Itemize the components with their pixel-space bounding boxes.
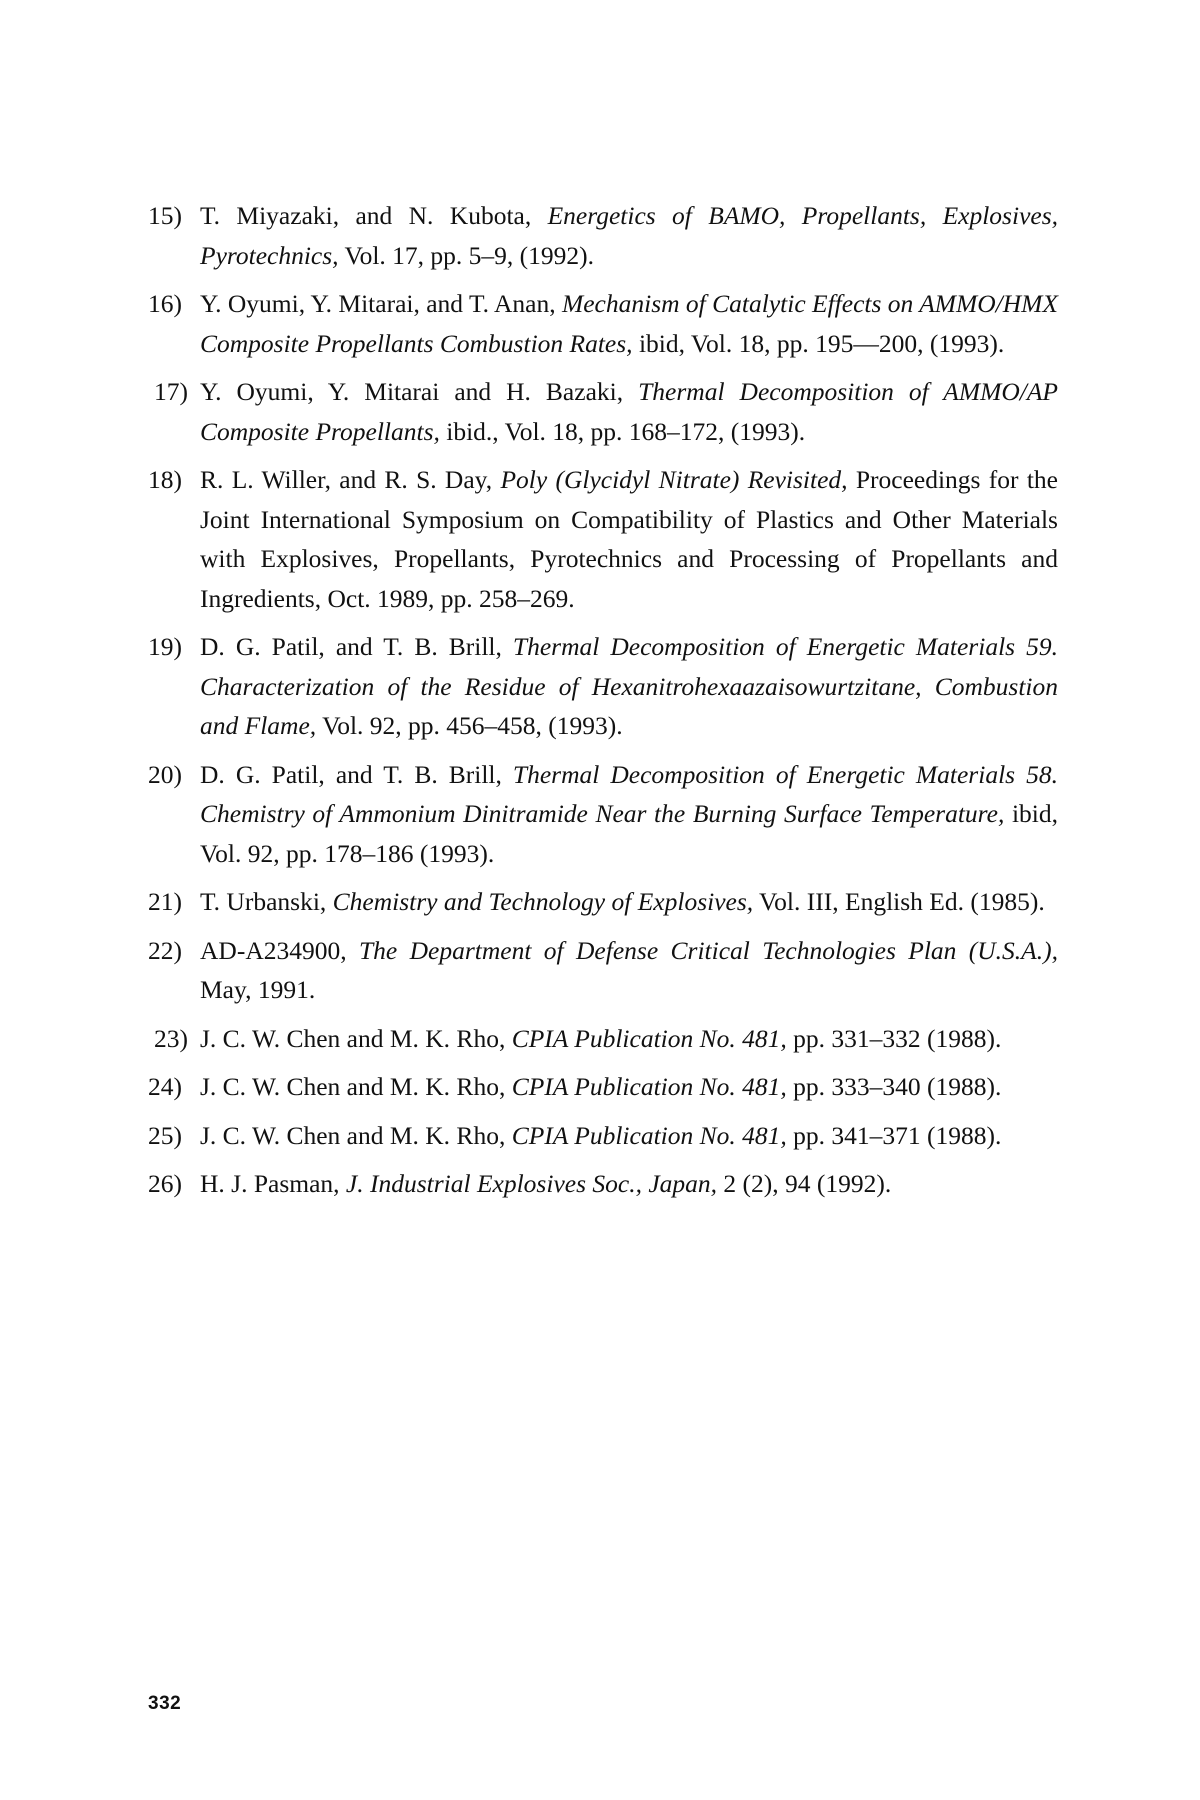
reference-text xyxy=(200,372,1058,451)
reference-number: 25) xyxy=(148,1120,182,1150)
reference-text xyxy=(200,1164,1058,1204)
reference-number: 26) xyxy=(148,1169,182,1199)
reference-text-run: J. C. W. Chen and M. K. Rho, xyxy=(200,1120,512,1150)
reference-number: 22) xyxy=(148,935,182,965)
reference-text-run: Vol. III, English Ed. (1985). xyxy=(753,887,1045,917)
reference-number: 21) xyxy=(148,887,182,917)
reference-item xyxy=(148,1067,1058,1107)
reference-text-run: pp. 341–371 (1988). xyxy=(786,1120,1002,1150)
reference-text-run: T. Miyazaki, and N. Kubota, xyxy=(200,201,548,230)
reference-text-run: Y. Oyumi, Y. Mitarai, and T. Anan, xyxy=(200,289,562,319)
reference-item xyxy=(148,1116,1058,1156)
reference-title-italic: Poly (Glycidyl Nitrate) Revisited, xyxy=(500,465,848,495)
reference-text-run: J. C. W. Chen and M. K. Rho, xyxy=(200,1072,512,1102)
reference-item xyxy=(148,882,1058,922)
reference-title-italic: Thermal Decomposition of Energetic Materials 59. Characterization of the Residue of Hexanitrohexaazaisowurtzitane, Combustion and Flame, xyxy=(200,632,1058,741)
reference-number: 19) xyxy=(148,632,182,662)
reference-text-run: D. G. Patil, and T. B. Brill, xyxy=(200,759,513,789)
reference-text xyxy=(200,1019,1058,1059)
reference-text-run: R. L. Willer, and R. S. Day, xyxy=(200,465,501,495)
reference-item xyxy=(148,284,1058,363)
reference-text xyxy=(200,1116,1058,1156)
reference-list xyxy=(148,196,1058,1213)
reference-title-italic: Mechanism of Catalytic Effects on AMMO/HMX Composite Propellants Combustion Rates, xyxy=(200,289,1059,358)
reference-title-italic: Chemistry and Technology of Explosives, xyxy=(332,887,754,917)
reference-number: 15) xyxy=(148,201,182,230)
reference-title-italic: J. Industrial Explosives Soc., Japan, xyxy=(345,1169,718,1199)
reference-title-italic: CPIA Publication No. 481, xyxy=(511,1120,787,1150)
reference-text-run: Vol. 92, pp. 456–458, (1993). xyxy=(316,711,623,741)
reference-text xyxy=(200,627,1058,746)
reference-number: 23) xyxy=(154,1023,188,1053)
reference-title-italic: CPIA Publication No. 481, xyxy=(511,1023,787,1053)
reference-text-run: ibid., Vol. 18, pp. 168–172, (1993). xyxy=(439,416,806,446)
reference-title-italic: CPIA Publication No. 481, xyxy=(511,1072,787,1102)
reference-text xyxy=(200,755,1058,874)
reference-text-run: pp. 333–340 (1988). xyxy=(786,1072,1002,1102)
reference-text xyxy=(200,931,1058,1010)
reference-number: 16) xyxy=(148,289,182,319)
reference-text xyxy=(200,284,1058,363)
reference-text-run: 2 (2), 94 (1992). xyxy=(717,1169,892,1199)
reference-number: 24) xyxy=(148,1072,182,1102)
reference-text-run: Vol. 17, pp. 5–9, (1992). xyxy=(338,240,595,270)
reference-text-run: ibid, Vol. 92, pp. 178–186 (1993). xyxy=(200,799,1058,868)
reference-number: 18) xyxy=(148,465,182,495)
reference-item xyxy=(148,627,1058,746)
reference-text-run: Proceedings for the Joint International Symposium on Compatibility of Plastics and Other Materials with Explosives, Propellants, Pyrotechnics and Processing of Propellants and Ingredients, Oct. 1989, pp. 258–269. xyxy=(200,465,1058,613)
reference-text-run: pp. 331–332 (1988). xyxy=(786,1023,1002,1053)
reference-text-run: Y. Oyumi, Y. Mitarai and H. Bazaki, xyxy=(200,377,639,407)
reference-text-run: AD-A234900, xyxy=(200,935,359,965)
reference-item xyxy=(148,1019,1058,1059)
reference-title-italic: Thermal Decomposition of AMMO/AP Composite Propellants, xyxy=(200,377,1059,446)
reference-text-run: J. C. W. Chen and M. K. Rho, xyxy=(200,1023,512,1053)
page-number: 332 xyxy=(148,1693,182,1714)
reference-text xyxy=(200,1067,1058,1107)
reference-item xyxy=(148,931,1058,1010)
reference-item xyxy=(148,755,1058,874)
reference-title-italic: Energetics of BAMO, Propellants, Explosives, Pyrotechnics, xyxy=(200,201,1058,270)
reference-text-run: D. G. Patil, and T. B. Brill, xyxy=(200,632,513,662)
reference-text xyxy=(200,882,1058,922)
reference-title-italic: Thermal Decomposition of Energetic Materials 58. Chemistry of Ammonium Dinitramide Near the Burning Surface Temperature, xyxy=(200,759,1058,829)
reference-text xyxy=(200,460,1058,618)
reference-number: 20) xyxy=(148,759,182,789)
reference-text-run: T. Urbanski, xyxy=(200,887,333,917)
reference-item xyxy=(148,460,1058,618)
reference-item xyxy=(148,196,1058,275)
reference-text-run: H. J. Pasman, xyxy=(200,1169,346,1199)
reference-item xyxy=(148,1164,1058,1204)
reference-text-run: ibid, Vol. 18, pp. 195—200, (1993). xyxy=(632,328,1005,358)
reference-title-italic: The Department of Defense Critical Technologies Plan (U.S.A.), xyxy=(359,935,1058,965)
reference-item xyxy=(148,372,1058,451)
reference-number: 17) xyxy=(154,377,188,407)
reference-text xyxy=(200,196,1058,275)
reference-text-run: May, 1991. xyxy=(200,975,316,1005)
